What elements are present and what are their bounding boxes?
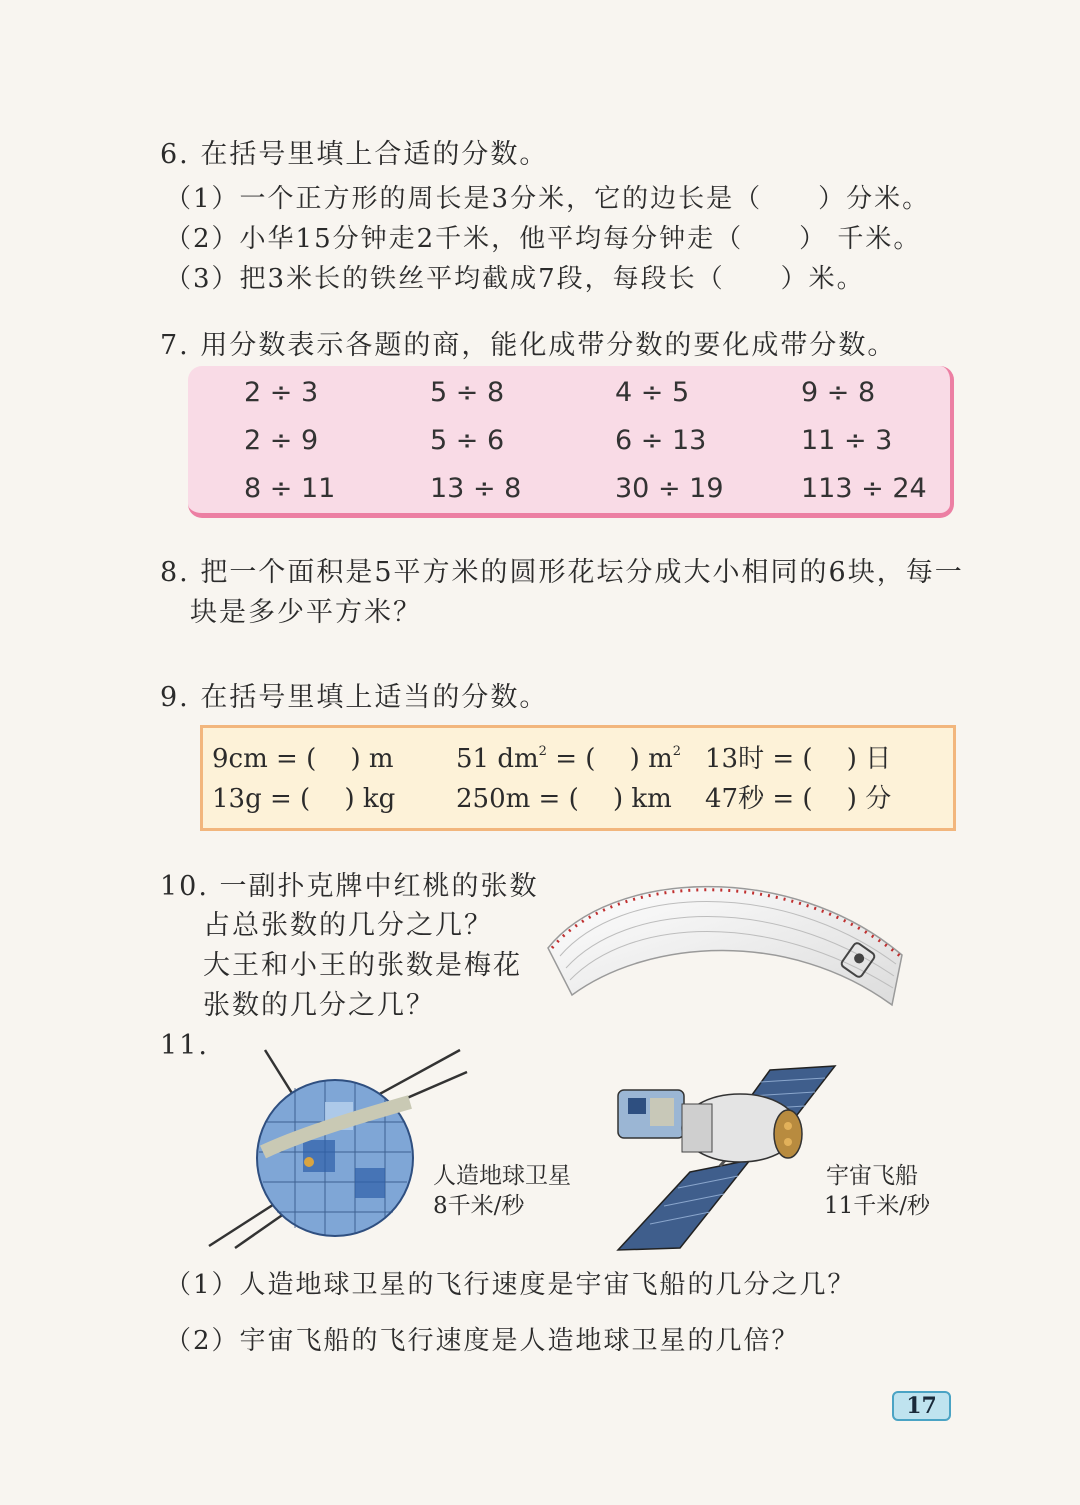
q11-sub-1: （1）人造地球卫星的飞行速度是宇宙飞船的几分之几？ (165, 1270, 856, 1300)
division-item: 6 ÷ 13 (615, 425, 707, 456)
q8-line-2: 块是多少平方米？ (190, 597, 422, 628)
q6-item-1: （1）一个正方形的周长是3分米，它的边长是（ ）分米。 (165, 184, 931, 214)
unit-item: 9cm = ( ) m (212, 744, 394, 774)
division-item: 5 ÷ 6 (430, 425, 505, 456)
q6-item-3: （3）把3米长的铁丝平均截成7段，每段长（ ）米。 (165, 264, 865, 294)
q9-title: 9. 在括号里填上适当的分数。 (160, 682, 549, 713)
division-item: 9 ÷ 8 (801, 377, 876, 408)
division-item: 13 ÷ 8 (430, 473, 522, 504)
satellite-speed: 8千米/秒 (433, 1193, 525, 1219)
q10-line-4: 张数的几分之几？ (203, 990, 435, 1021)
division-item: 8 ÷ 11 (244, 473, 336, 504)
division-item: 4 ÷ 5 (615, 377, 690, 408)
division-item: 30 ÷ 19 (615, 473, 724, 504)
q8-line-1: 8. 把一个面积是5平方米的圆形花坛分成大小相同的6块，每一 (160, 557, 964, 588)
division-item: 2 ÷ 9 (244, 425, 319, 456)
playing-cards-image (540, 860, 915, 1010)
q11-sub-2: （2）宇宙飞船的飞行速度是人造地球卫星的几倍？ (165, 1326, 800, 1356)
q10-line-1: 10. 一副扑克牌中红桃的张数 (160, 871, 539, 902)
satellite-image (205, 1042, 470, 1250)
unit-item: 13g = ( ) kg (212, 784, 396, 814)
division-item: 5 ÷ 8 (430, 377, 505, 408)
division-item: 11 ÷ 3 (801, 425, 893, 456)
q10-line-2: 占总张数的几分之几？ (203, 910, 493, 941)
q10-line-3: 大王和小王的张数是梅花 (203, 950, 522, 981)
spaceship-speed: 11千米/秒 (824, 1193, 931, 1219)
q7-title: 7. 用分数表示各题的商，能化成带分数的要化成带分数。 (160, 330, 897, 361)
unit-item: 47秒 = ( ) 分 (705, 784, 892, 814)
spaceship-image (610, 1062, 840, 1252)
division-item: 2 ÷ 3 (244, 377, 319, 408)
unit-item: 51 $dm^2$ = ( ) $m^2$ (456, 744, 682, 774)
page-number: 17 (892, 1391, 951, 1421)
division-item: 113 ÷ 24 (801, 473, 927, 504)
spaceship-name: 宇宙飞船 (826, 1163, 918, 1189)
unit-item: 13时 = ( ) 日 (705, 744, 892, 774)
q6-title: 6. 在括号里填上合适的分数。 (160, 139, 549, 170)
satellite-name: 人造地球卫星 (433, 1163, 571, 1189)
q6-item-2: （2）小华15分钟走2千米，他平均每分钟走（ ） 千米。 (165, 224, 922, 254)
unit-item: 250m = ( ) km (456, 784, 672, 814)
q11-number: 11. (160, 1030, 209, 1061)
